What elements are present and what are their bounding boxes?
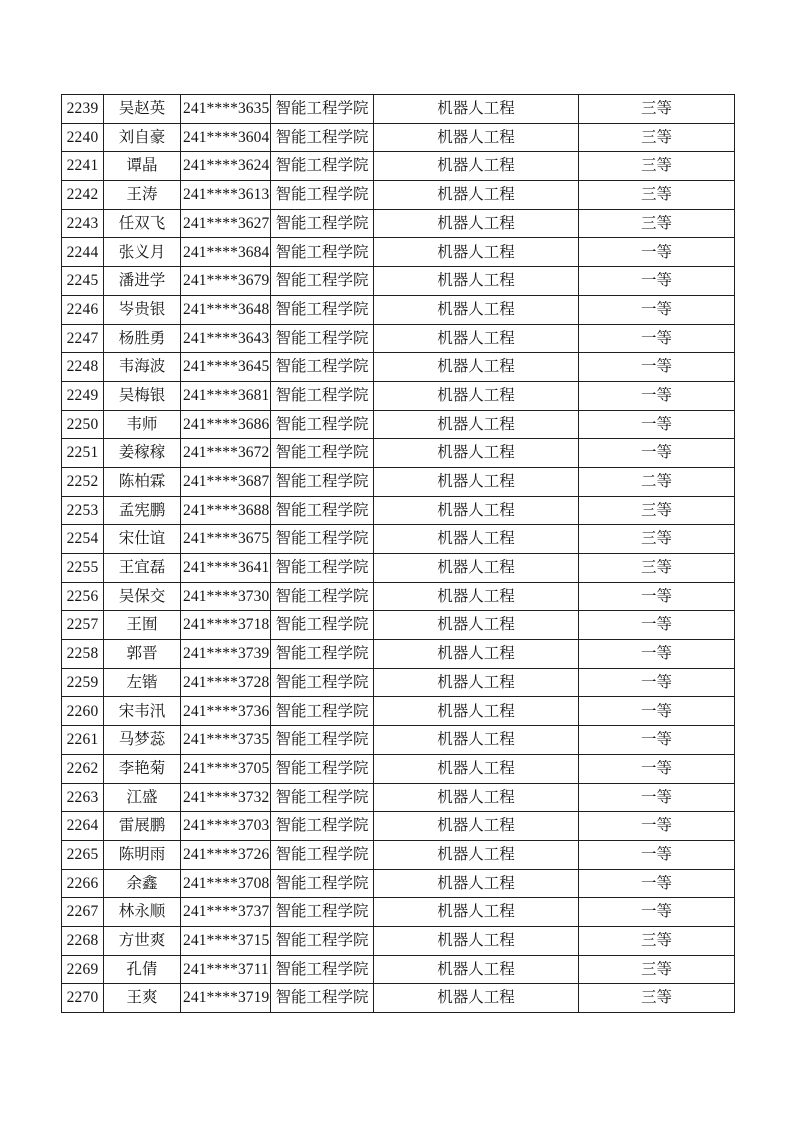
cell-college: 智能工程学院 — [271, 611, 374, 640]
cell-college: 智能工程学院 — [271, 267, 374, 296]
cell-award-level: 一等 — [579, 812, 735, 841]
cell-student-name: 岑贵银 — [104, 295, 181, 324]
cell-award-level: 一等 — [579, 295, 735, 324]
cell-student-name: 王爽 — [104, 984, 181, 1013]
table-row — [62, 181, 735, 210]
cell-student-name: 刘自豪 — [104, 123, 181, 152]
cell-college: 智能工程学院 — [271, 869, 374, 898]
cell-serial-number: 2261 — [62, 726, 104, 755]
cell-student-id: 241****3648 — [181, 295, 271, 324]
cell-student-id: 241****3728 — [181, 668, 271, 697]
table-row — [62, 238, 735, 267]
table-row — [62, 697, 735, 726]
cell-award-level: 一等 — [579, 267, 735, 296]
cell-student-id: 241****3624 — [181, 152, 271, 181]
table-row — [62, 955, 735, 984]
cell-student-name: 王囿 — [104, 611, 181, 640]
cell-student-name: 杨胜勇 — [104, 324, 181, 353]
cell-student-name: 郭晋 — [104, 640, 181, 669]
table-row — [62, 95, 735, 124]
table-row — [62, 984, 735, 1013]
cell-student-name: 韦海波 — [104, 353, 181, 382]
table-row — [62, 554, 735, 583]
cell-college: 智能工程学院 — [271, 754, 374, 783]
table-row — [62, 754, 735, 783]
cell-college: 智能工程学院 — [271, 295, 374, 324]
cell-serial-number: 2257 — [62, 611, 104, 640]
table-row — [62, 496, 735, 525]
cell-award-level: 二等 — [579, 467, 735, 496]
cell-student-name: 吴保交 — [104, 582, 181, 611]
cell-award-level: 一等 — [579, 898, 735, 927]
cell-award-level: 一等 — [579, 840, 735, 869]
cell-award-level: 一等 — [579, 324, 735, 353]
cell-serial-number: 2259 — [62, 668, 104, 697]
table-row — [62, 152, 735, 181]
cell-award-level: 三等 — [579, 181, 735, 210]
cell-serial-number: 2242 — [62, 181, 104, 210]
cell-college: 智能工程学院 — [271, 324, 374, 353]
cell-award-level: 三等 — [579, 926, 735, 955]
cell-student-name: 李艳菊 — [104, 754, 181, 783]
cell-award-level: 一等 — [579, 697, 735, 726]
cell-student-id: 241****3719 — [181, 984, 271, 1013]
cell-award-level: 三等 — [579, 95, 735, 124]
table-row — [62, 783, 735, 812]
cell-major: 机器人工程 — [374, 898, 579, 927]
cell-major: 机器人工程 — [374, 324, 579, 353]
table-row — [62, 381, 735, 410]
cell-major: 机器人工程 — [374, 955, 579, 984]
cell-major: 机器人工程 — [374, 95, 579, 124]
cell-student-name: 余鑫 — [104, 869, 181, 898]
cell-major: 机器人工程 — [374, 410, 579, 439]
cell-college: 智能工程学院 — [271, 209, 374, 238]
cell-major: 机器人工程 — [374, 209, 579, 238]
table-row — [62, 123, 735, 152]
cell-serial-number: 2262 — [62, 754, 104, 783]
cell-serial-number: 2254 — [62, 525, 104, 554]
cell-student-id: 241****3739 — [181, 640, 271, 669]
table-row — [62, 668, 735, 697]
cell-award-level: 一等 — [579, 353, 735, 382]
cell-major: 机器人工程 — [374, 554, 579, 583]
table-row — [62, 611, 735, 640]
cell-student-id: 241****3627 — [181, 209, 271, 238]
cell-award-level: 一等 — [579, 582, 735, 611]
cell-serial-number: 2248 — [62, 353, 104, 382]
cell-serial-number: 2241 — [62, 152, 104, 181]
cell-serial-number: 2256 — [62, 582, 104, 611]
cell-college: 智能工程学院 — [271, 238, 374, 267]
cell-student-id: 241****3684 — [181, 238, 271, 267]
cell-serial-number: 2260 — [62, 697, 104, 726]
cell-serial-number: 2251 — [62, 439, 104, 468]
cell-major: 机器人工程 — [374, 439, 579, 468]
cell-major: 机器人工程 — [374, 668, 579, 697]
cell-college: 智能工程学院 — [271, 467, 374, 496]
cell-college: 智能工程学院 — [271, 439, 374, 468]
table-row — [62, 812, 735, 841]
cell-student-name: 王宜磊 — [104, 554, 181, 583]
cell-college: 智能工程学院 — [271, 697, 374, 726]
cell-award-level: 三等 — [579, 955, 735, 984]
cell-student-name: 马梦蕊 — [104, 726, 181, 755]
cell-serial-number: 2249 — [62, 381, 104, 410]
cell-serial-number: 2245 — [62, 267, 104, 296]
cell-major: 机器人工程 — [374, 812, 579, 841]
cell-college: 智能工程学院 — [271, 181, 374, 210]
cell-student-id: 241****3613 — [181, 181, 271, 210]
cell-serial-number: 2270 — [62, 984, 104, 1013]
cell-award-level: 一等 — [579, 869, 735, 898]
cell-major: 机器人工程 — [374, 582, 579, 611]
cell-major: 机器人工程 — [374, 869, 579, 898]
cell-college: 智能工程学院 — [271, 152, 374, 181]
cell-college: 智能工程学院 — [271, 926, 374, 955]
cell-student-name: 江盛 — [104, 783, 181, 812]
cell-college: 智能工程学院 — [271, 783, 374, 812]
cell-student-id: 241****3604 — [181, 123, 271, 152]
cell-student-id: 241****3736 — [181, 697, 271, 726]
cell-college: 智能工程学院 — [271, 123, 374, 152]
cell-student-id: 241****3687 — [181, 467, 271, 496]
table-row — [62, 353, 735, 382]
cell-college: 智能工程学院 — [271, 955, 374, 984]
cell-award-level: 三等 — [579, 123, 735, 152]
table-row — [62, 525, 735, 554]
cell-major: 机器人工程 — [374, 611, 579, 640]
cell-student-name: 韦师 — [104, 410, 181, 439]
cell-student-id: 241****3641 — [181, 554, 271, 583]
table-row — [62, 926, 735, 955]
cell-student-id: 241****3643 — [181, 324, 271, 353]
cell-student-id: 241****3718 — [181, 611, 271, 640]
cell-student-id: 241****3635 — [181, 95, 271, 124]
cell-serial-number: 2243 — [62, 209, 104, 238]
table-row — [62, 209, 735, 238]
cell-serial-number: 2266 — [62, 869, 104, 898]
cell-serial-number: 2263 — [62, 783, 104, 812]
cell-major: 机器人工程 — [374, 238, 579, 267]
table-row — [62, 640, 735, 669]
cell-major: 机器人工程 — [374, 123, 579, 152]
table-row — [62, 726, 735, 755]
cell-college: 智能工程学院 — [271, 812, 374, 841]
cell-major: 机器人工程 — [374, 295, 579, 324]
cell-student-name: 吴梅银 — [104, 381, 181, 410]
cell-award-level: 三等 — [579, 496, 735, 525]
cell-major: 机器人工程 — [374, 353, 579, 382]
cell-student-name: 任双飞 — [104, 209, 181, 238]
cell-serial-number: 2267 — [62, 898, 104, 927]
cell-serial-number: 2239 — [62, 95, 104, 124]
cell-award-level: 三等 — [579, 209, 735, 238]
cell-student-name: 谭晶 — [104, 152, 181, 181]
cell-college: 智能工程学院 — [271, 410, 374, 439]
cell-student-id: 241****3703 — [181, 812, 271, 841]
table-row — [62, 324, 735, 353]
table-row — [62, 840, 735, 869]
cell-award-level: 一等 — [579, 611, 735, 640]
cell-student-name: 方世爽 — [104, 926, 181, 955]
cell-award-level: 一等 — [579, 726, 735, 755]
cell-student-name: 宋仕谊 — [104, 525, 181, 554]
cell-student-id: 241****3730 — [181, 582, 271, 611]
cell-major: 机器人工程 — [374, 840, 579, 869]
cell-serial-number: 2250 — [62, 410, 104, 439]
cell-serial-number: 2253 — [62, 496, 104, 525]
cell-award-level: 一等 — [579, 754, 735, 783]
cell-student-id: 241****3726 — [181, 840, 271, 869]
cell-college: 智能工程学院 — [271, 984, 374, 1013]
cell-major: 机器人工程 — [374, 267, 579, 296]
cell-major: 机器人工程 — [374, 726, 579, 755]
cell-student-id: 241****3645 — [181, 353, 271, 382]
cell-serial-number: 2244 — [62, 238, 104, 267]
cell-student-id: 241****3711 — [181, 955, 271, 984]
cell-student-id: 241****3675 — [181, 525, 271, 554]
table-row — [62, 467, 735, 496]
cell-major: 机器人工程 — [374, 640, 579, 669]
cell-award-level: 一等 — [579, 381, 735, 410]
cell-college: 智能工程学院 — [271, 726, 374, 755]
cell-student-name: 姜稼稼 — [104, 439, 181, 468]
cell-major: 机器人工程 — [374, 496, 579, 525]
cell-college: 智能工程学院 — [271, 353, 374, 382]
cell-award-level: 三等 — [579, 984, 735, 1013]
cell-student-id: 241****3708 — [181, 869, 271, 898]
cell-serial-number: 2255 — [62, 554, 104, 583]
cell-award-level: 一等 — [579, 640, 735, 669]
table-row — [62, 410, 735, 439]
cell-student-name: 王涛 — [104, 181, 181, 210]
cell-award-level: 一等 — [579, 783, 735, 812]
cell-major: 机器人工程 — [374, 152, 579, 181]
cell-award-level: 三等 — [579, 554, 735, 583]
cell-student-name: 张义月 — [104, 238, 181, 267]
cell-student-id: 241****3679 — [181, 267, 271, 296]
cell-college: 智能工程学院 — [271, 95, 374, 124]
cell-serial-number: 2247 — [62, 324, 104, 353]
table-row — [62, 898, 735, 927]
table-row — [62, 295, 735, 324]
cell-college: 智能工程学院 — [271, 525, 374, 554]
cell-award-level: 一等 — [579, 668, 735, 697]
cell-award-level: 三等 — [579, 525, 735, 554]
cell-major: 机器人工程 — [374, 754, 579, 783]
cell-serial-number: 2264 — [62, 812, 104, 841]
cell-college: 智能工程学院 — [271, 898, 374, 927]
cell-student-id: 241****3672 — [181, 439, 271, 468]
cell-serial-number: 2269 — [62, 955, 104, 984]
cell-college: 智能工程学院 — [271, 554, 374, 583]
cell-student-name: 潘进学 — [104, 267, 181, 296]
cell-major: 机器人工程 — [374, 783, 579, 812]
cell-major: 机器人工程 — [374, 926, 579, 955]
cell-student-name: 吴赵英 — [104, 95, 181, 124]
cell-college: 智能工程学院 — [271, 668, 374, 697]
cell-award-level: 三等 — [579, 152, 735, 181]
cell-student-name: 陈明雨 — [104, 840, 181, 869]
cell-student-id: 241****3737 — [181, 898, 271, 927]
table-row — [62, 869, 735, 898]
table-row — [62, 439, 735, 468]
cell-college: 智能工程学院 — [271, 840, 374, 869]
cell-major: 机器人工程 — [374, 181, 579, 210]
cell-serial-number: 2258 — [62, 640, 104, 669]
cell-serial-number: 2246 — [62, 295, 104, 324]
cell-student-id: 241****3688 — [181, 496, 271, 525]
cell-student-id: 241****3732 — [181, 783, 271, 812]
cell-student-name: 陈柏霖 — [104, 467, 181, 496]
cell-student-id: 241****3735 — [181, 726, 271, 755]
table-body — [62, 95, 735, 1013]
cell-serial-number: 2252 — [62, 467, 104, 496]
cell-college: 智能工程学院 — [271, 582, 374, 611]
cell-serial-number: 2240 — [62, 123, 104, 152]
table-row — [62, 267, 735, 296]
cell-major: 机器人工程 — [374, 381, 579, 410]
cell-award-level: 一等 — [579, 238, 735, 267]
cell-student-id: 241****3686 — [181, 410, 271, 439]
cell-award-level: 一等 — [579, 410, 735, 439]
cell-major: 机器人工程 — [374, 984, 579, 1013]
cell-student-name: 左锴 — [104, 668, 181, 697]
cell-serial-number: 2265 — [62, 840, 104, 869]
cell-student-name: 孟宪鹏 — [104, 496, 181, 525]
cell-major: 机器人工程 — [374, 525, 579, 554]
award-list-table — [61, 94, 735, 1013]
cell-student-id: 241****3681 — [181, 381, 271, 410]
cell-serial-number: 2268 — [62, 926, 104, 955]
cell-college: 智能工程学院 — [271, 640, 374, 669]
cell-student-id: 241****3715 — [181, 926, 271, 955]
cell-student-name: 孔倩 — [104, 955, 181, 984]
cell-student-id: 241****3705 — [181, 754, 271, 783]
cell-student-name: 雷展鹏 — [104, 812, 181, 841]
cell-student-name: 林永顺 — [104, 898, 181, 927]
cell-major: 机器人工程 — [374, 467, 579, 496]
cell-student-name: 宋韦汛 — [104, 697, 181, 726]
cell-college: 智能工程学院 — [271, 496, 374, 525]
cell-major: 机器人工程 — [374, 697, 579, 726]
table-row — [62, 582, 735, 611]
cell-college: 智能工程学院 — [271, 381, 374, 410]
cell-award-level: 一等 — [579, 439, 735, 468]
